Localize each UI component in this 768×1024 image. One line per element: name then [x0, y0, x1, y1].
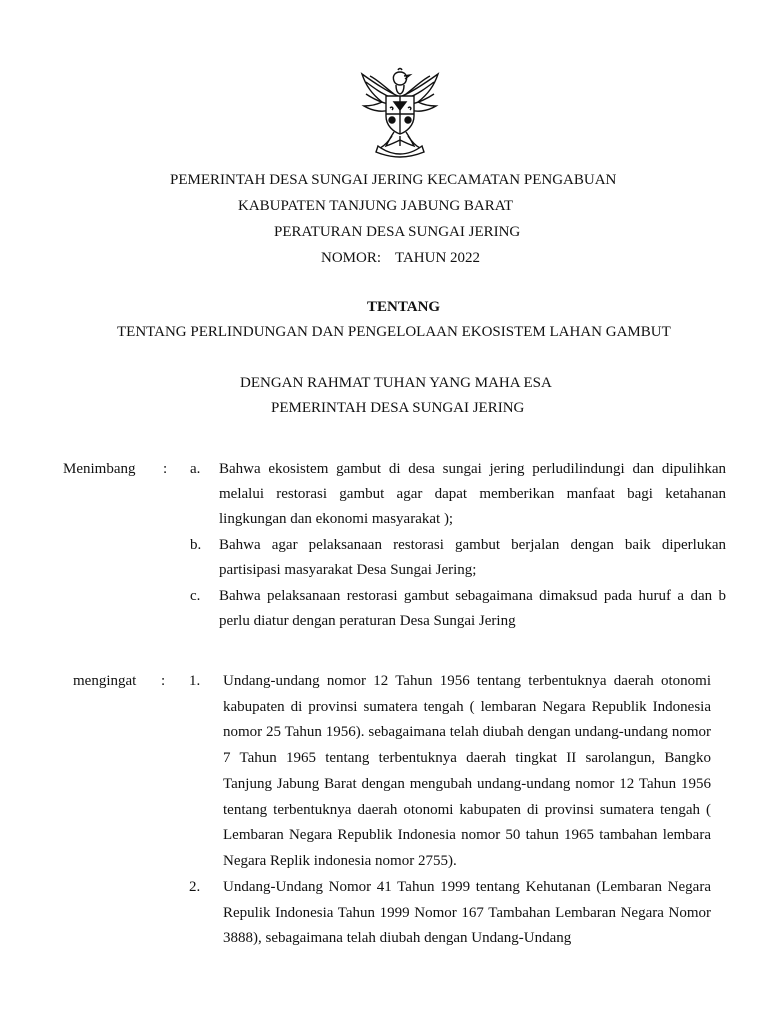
section-colon: :: [161, 673, 166, 689]
list-item-text: Bahwa ekosistem gambut di desa sungai jering perludilindungi dan dipulihkan melalui restorasi gambut agar dapat memberikan manfaat bagi ketahanan lingkungan dan ekonomi masyarakat );: [219, 461, 726, 527]
regulation-title: PERATURAN DESA SUNGAI JERING: [274, 224, 521, 240]
list-item-text: Bahwa pelaksanaan restorasi gambut sebagaimana dimaksud pada huruf a dan b perlu diatur dengan peraturan Desa Sungai Jering: [219, 588, 726, 629]
garuda-emblem-icon: [354, 66, 446, 158]
list-marker: 2.: [189, 879, 201, 895]
issuer-line: PEMERINTAH DESA SUNGAI JERING: [271, 400, 525, 416]
section-colon: :: [163, 461, 168, 477]
regency-heading: KABUPATEN TANJUNG JABUNG BARAT: [238, 198, 514, 214]
government-heading: PEMERINTAH DESA SUNGAI JERING KECAMATAN PENGABUAN: [170, 172, 617, 188]
list-item-text: Undang-Undang Nomor 41 Tahun 1999 tentang Kehutanan (Lembaran Negara Repulik Indonesia Tahun 1999 Nomor 167 Tambahan Lembaran Negara Nomor 3888), sebagaimana telah diubah dengan Undang-Undang: [223, 879, 711, 947]
number-label: NOMOR:: [321, 250, 382, 266]
regulation-number-line: [321, 248, 480, 268]
subject-heading: TENTANG PERLINDUNGAN DAN PENGELOLAAN EKOSISTEM LAHAN GAMBUT: [117, 324, 671, 340]
section-label: mengingat: [73, 673, 137, 689]
about-heading: TENTANG: [367, 299, 441, 315]
list-marker: b.: [190, 537, 202, 553]
year-label: TAHUN 2022: [395, 250, 481, 266]
list-marker: a.: [190, 461, 201, 477]
list-marker: 1.: [189, 673, 201, 689]
blessing-line: DENGAN RAHMAT TUHAN YANG MAHA ESA: [240, 375, 552, 391]
list-item-text: Undang-undang nomor 12 Tahun 1956 tentang terbentuknya daerah otonomi kabupaten di provinsi sumatera tengah ( lembaran Negara Republik Indonesia nomor 25 Tahun 1956). sebagaimana telah diubah dengan undang-undang nomor 7 Tahun 1965 tentang terbentuknya daerah tingkat II sarolangun, Bangko Tanjung Jabung Barat dengan mengubah undang-undang nomor 12 Tahun 1956 tentang terbentuknya daerah otonomi kabupaten di provinsi sumatera tengah ( Lembaran Negara Republik Indonesia nomor 50 tahun 1965 tambahan lembara Negara Replik indonesia nomor 2755).: [223, 673, 711, 869]
list-item-text: Bahwa agar pelaksanaan restorasi gambut berjalan dengan baik diperlukan partisipasi masyarakat Desa Sungai Jering;: [219, 537, 726, 578]
section-label: Menimbang: [63, 461, 136, 477]
list-marker: c.: [190, 588, 201, 604]
